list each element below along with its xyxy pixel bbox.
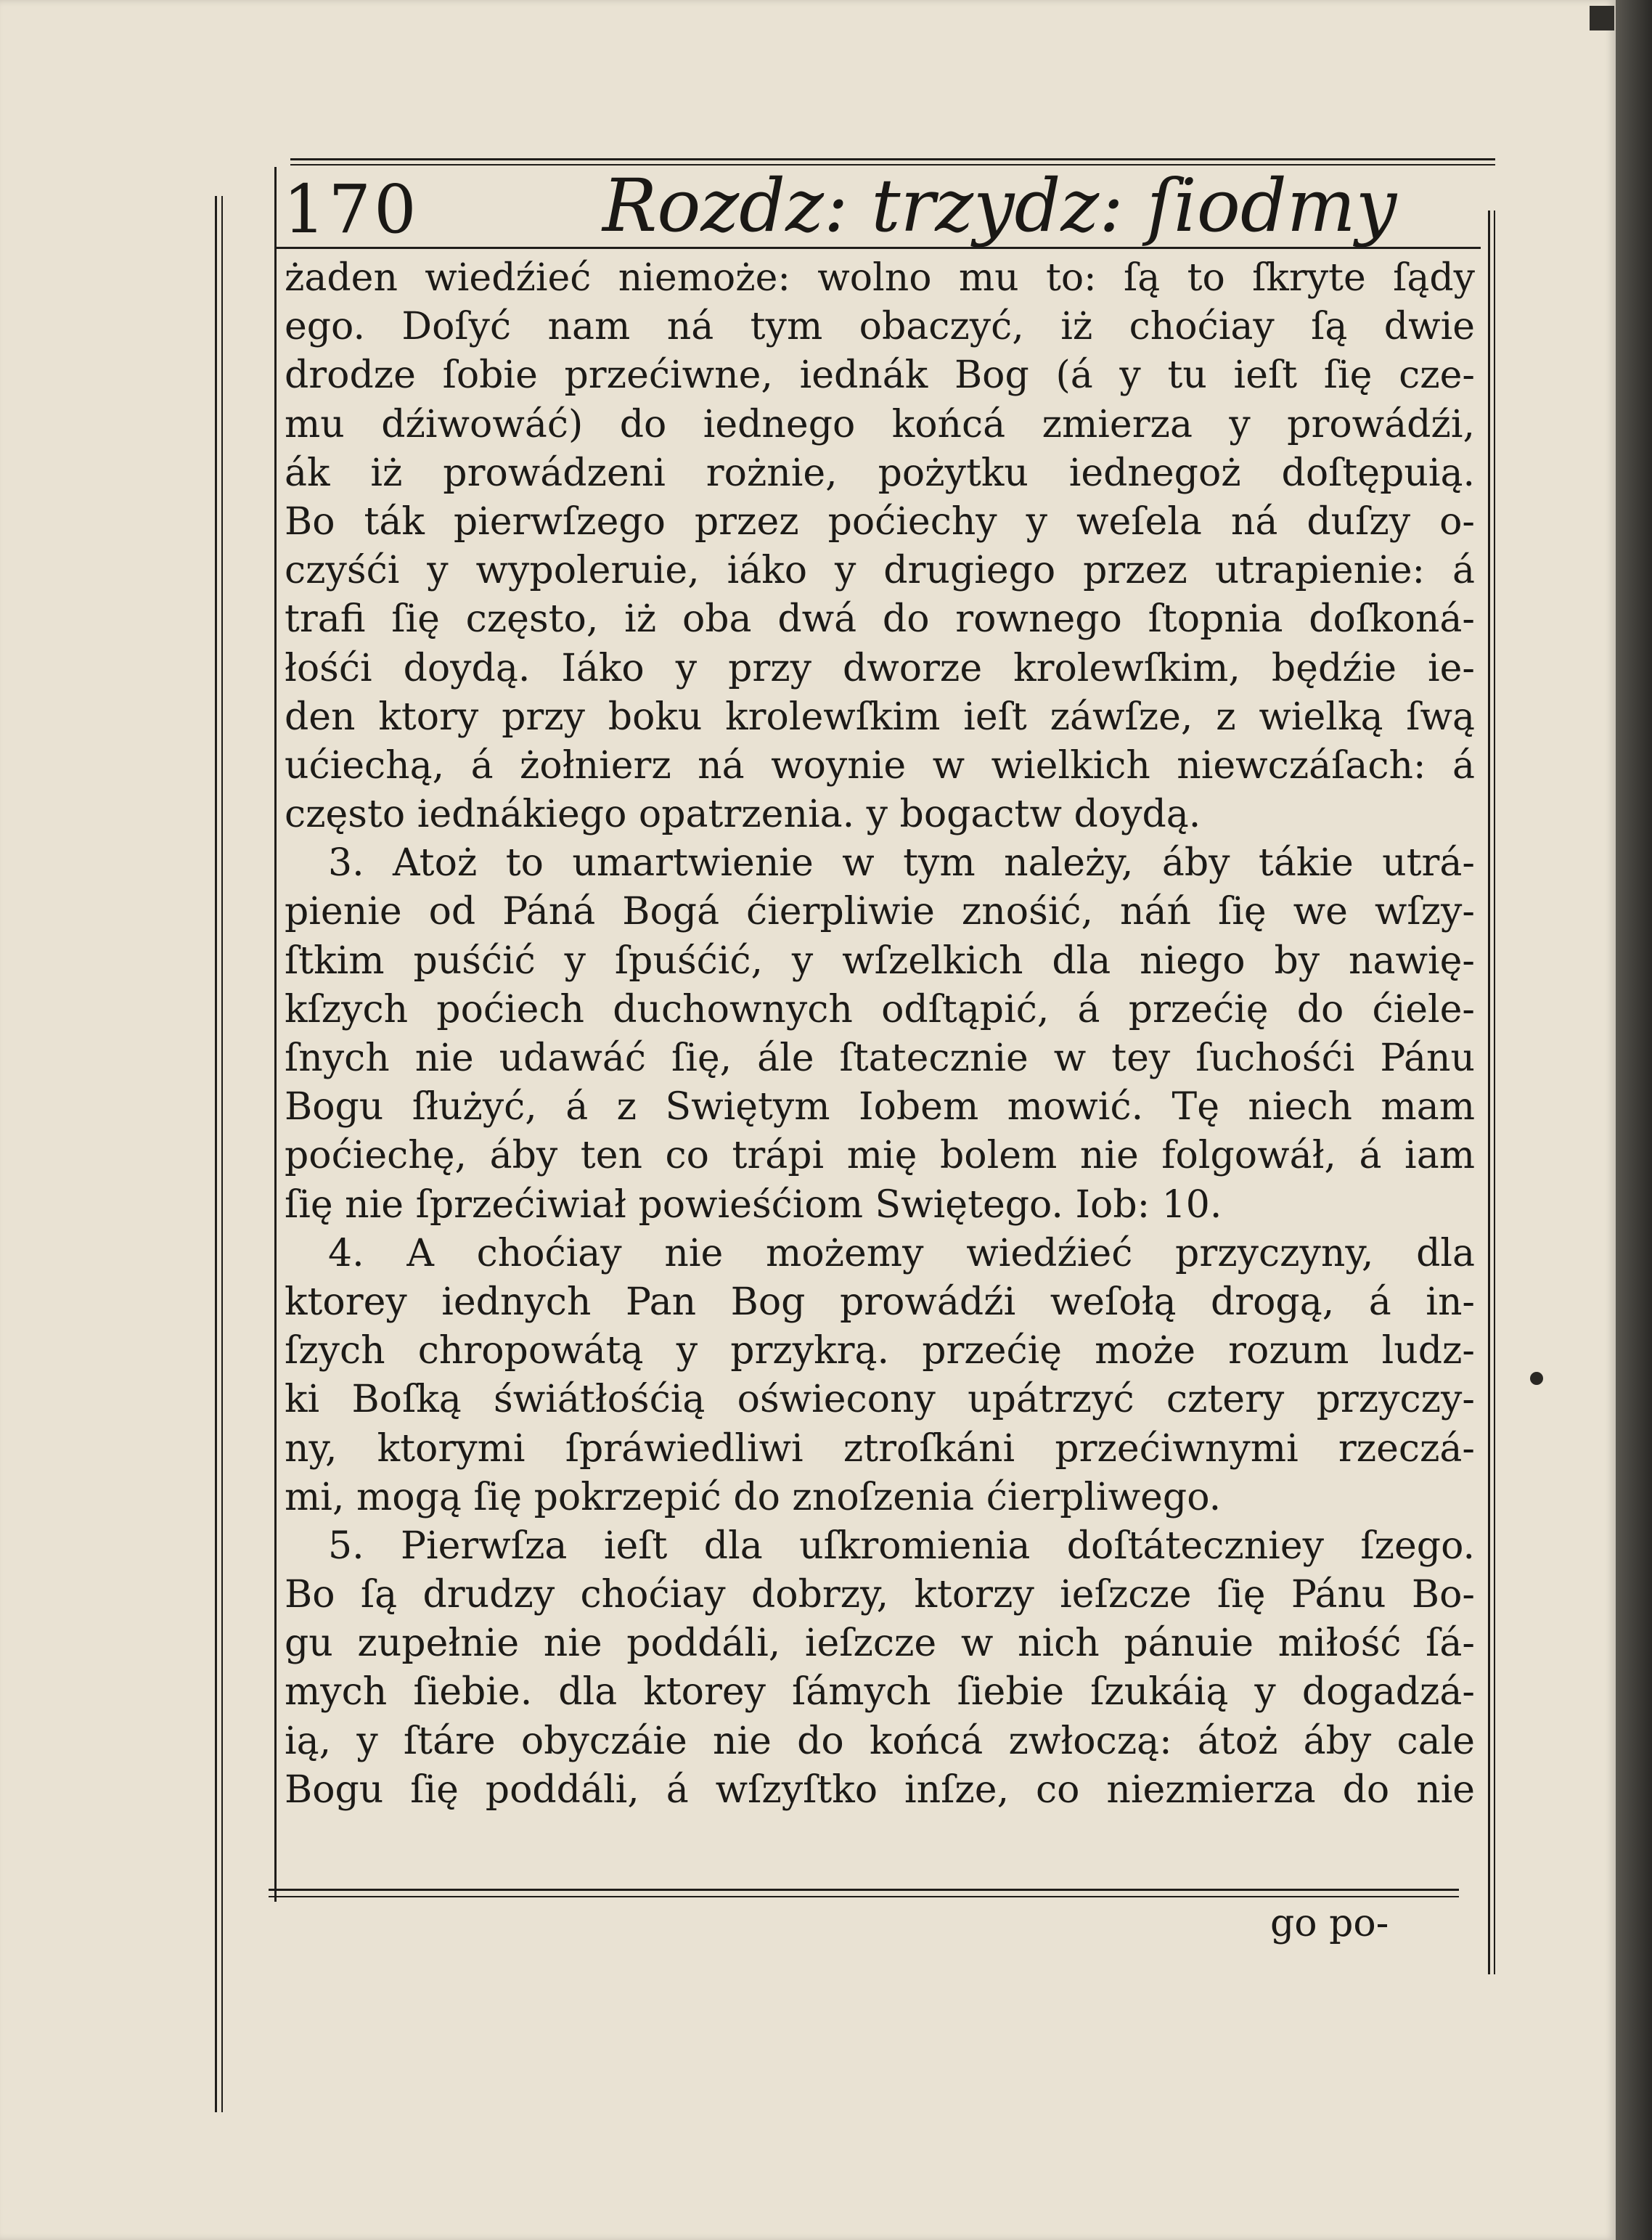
frame-rule-left: [215, 196, 217, 2112]
body-text: [285, 254, 1475, 1815]
text-line: kſzych poćiech duchownych odſtąpić, á przećię do ćiele-: [285, 987, 1475, 1031]
text-line: ki Boſką świátłośćią oświecony upátrzyć cztery przyczy-: [285, 1378, 1475, 1422]
text-line: Bogu ſię poddáli, á wſzyſtko inſze, co niezmierza do nie: [285, 1767, 1475, 1812]
text-line: ſię nie ſprzećiwiał powieśćiom Swiętego. Iob: 10.: [285, 1182, 1222, 1227]
text-line: trafi ſię często, iż oba dwá do rownego ſtopnia doſkoná-: [285, 597, 1475, 642]
text-line: Bo ták pierwſzego przez poćiechy y weſela ná duſzy o-: [285, 499, 1475, 544]
frame-rule-right-inner: [1494, 210, 1495, 1974]
corner-mark: [1590, 6, 1614, 30]
running-head: Rozdz: trzydz: ſiodmy: [602, 163, 1397, 248]
text-line: poćiechę, áby ten co trápi mię bolem nie folgowáł, á iam: [285, 1134, 1475, 1178]
text-line: ućiechą, á żołnierz ná woynie w wielkich niewczáſach: á: [285, 743, 1475, 788]
paragraph-start: 3. Atoż to umartwienie w tym należy, áby tákie utrá-: [328, 841, 1475, 886]
text-line: ák iż prowádzeni rożnie, pożytku iednegoż doſtępuią.: [285, 451, 1475, 495]
text-line: ią, y ſtáre obyczáie nie do końcá zwłoczą: átoż áby cale: [285, 1719, 1475, 1763]
text-line: ktorey iednych Pan Bog prowádźi weſołą drogą, á in-: [285, 1280, 1475, 1324]
text-line: ſzych chropowátą y przykrą. przećię może rozum ludz-: [285, 1329, 1475, 1373]
frame-rule-right: [1488, 210, 1490, 1974]
text-line: Bogu ſłużyć, á z Swiętym Iobem mowić. Tę niech mam: [285, 1085, 1475, 1129]
text-line: ſnych nie udawáć ſię, ále ſtatecznie w tey ſuchośći Pánu: [285, 1037, 1475, 1080]
text-line: ſtkim puśćić y ſpuśćić, y wſzelkich dla niego by nawię-: [285, 939, 1475, 983]
text-block-left-rule: [274, 167, 277, 1902]
text-line: mych ſiebie. dla ktorey ſámych ſiebie ſzukáią y dogadzá-: [285, 1670, 1475, 1714]
margin-mark: [1530, 1372, 1543, 1385]
text-line: często iednákiego opatrzenia. y bogactw doydą.: [285, 793, 1201, 837]
text-line: żaden wiedźieć niemoże: wolno mu to: ſą to ſkryte ſądy: [285, 256, 1475, 300]
frame-rule-left-inner: [221, 196, 223, 2112]
frame-rule-bottom: [269, 1889, 1459, 1891]
catchword: go po-: [1270, 1902, 1389, 1945]
text-line: den ktory przy boku krolewſkim ieſt záwſze, z wielką ſwą: [285, 695, 1475, 739]
text-line: drodze ſobie przećiwne, iednák Bog (á y tu ieſt ſię cze-: [285, 353, 1475, 398]
frame-rule-bottom-inner: [269, 1896, 1459, 1897]
page-header: [276, 156, 1481, 247]
paragraph-start: 4. A choćiay nie możemy wiedźieć przyczyny, dla: [328, 1231, 1475, 1275]
text-line: gu zupełnie nie poddáli, ieſzcze w nich pánuie miłość ſá-: [285, 1622, 1475, 1666]
text-line: mi, mogą ſię pokrzepić do znoſzenia ćierpliwego.: [285, 1475, 1222, 1519]
text-line: ego. Doſyć nam ná tym obaczyć, iż choćiay ſą dwie: [285, 305, 1475, 349]
text-line: Bo ſą drudzy choćiay dobrzy, ktorzy ieſzcze ſię Pánu Bo-: [285, 1573, 1475, 1617]
text-line: czyśći y wypoleruie, iáko y drugiego przez utrapienie: á: [285, 549, 1475, 593]
page-number: 170: [283, 171, 420, 248]
book-spine-edge: [1616, 0, 1652, 2240]
text-line: pienie od Páná Bogá ćierpliwie znośić, náń ſię we wſzy-: [285, 890, 1475, 934]
paragraph-start: 5. Pierwſza ieſt dla uſkromienia doſtáteczniey ſzego.: [328, 1524, 1475, 1568]
text-line: łośći doydą. Iáko y przy dworze krolewſkim, będźie ie-: [285, 646, 1475, 690]
text-line: ny, ktorymi ſpráwiedliwi ztroſkáni przećiwnymi rzeczá-: [285, 1426, 1475, 1471]
text-line: mu dźiwowáć) do iednego końcá zmierza y prowádźi,: [285, 402, 1475, 446]
